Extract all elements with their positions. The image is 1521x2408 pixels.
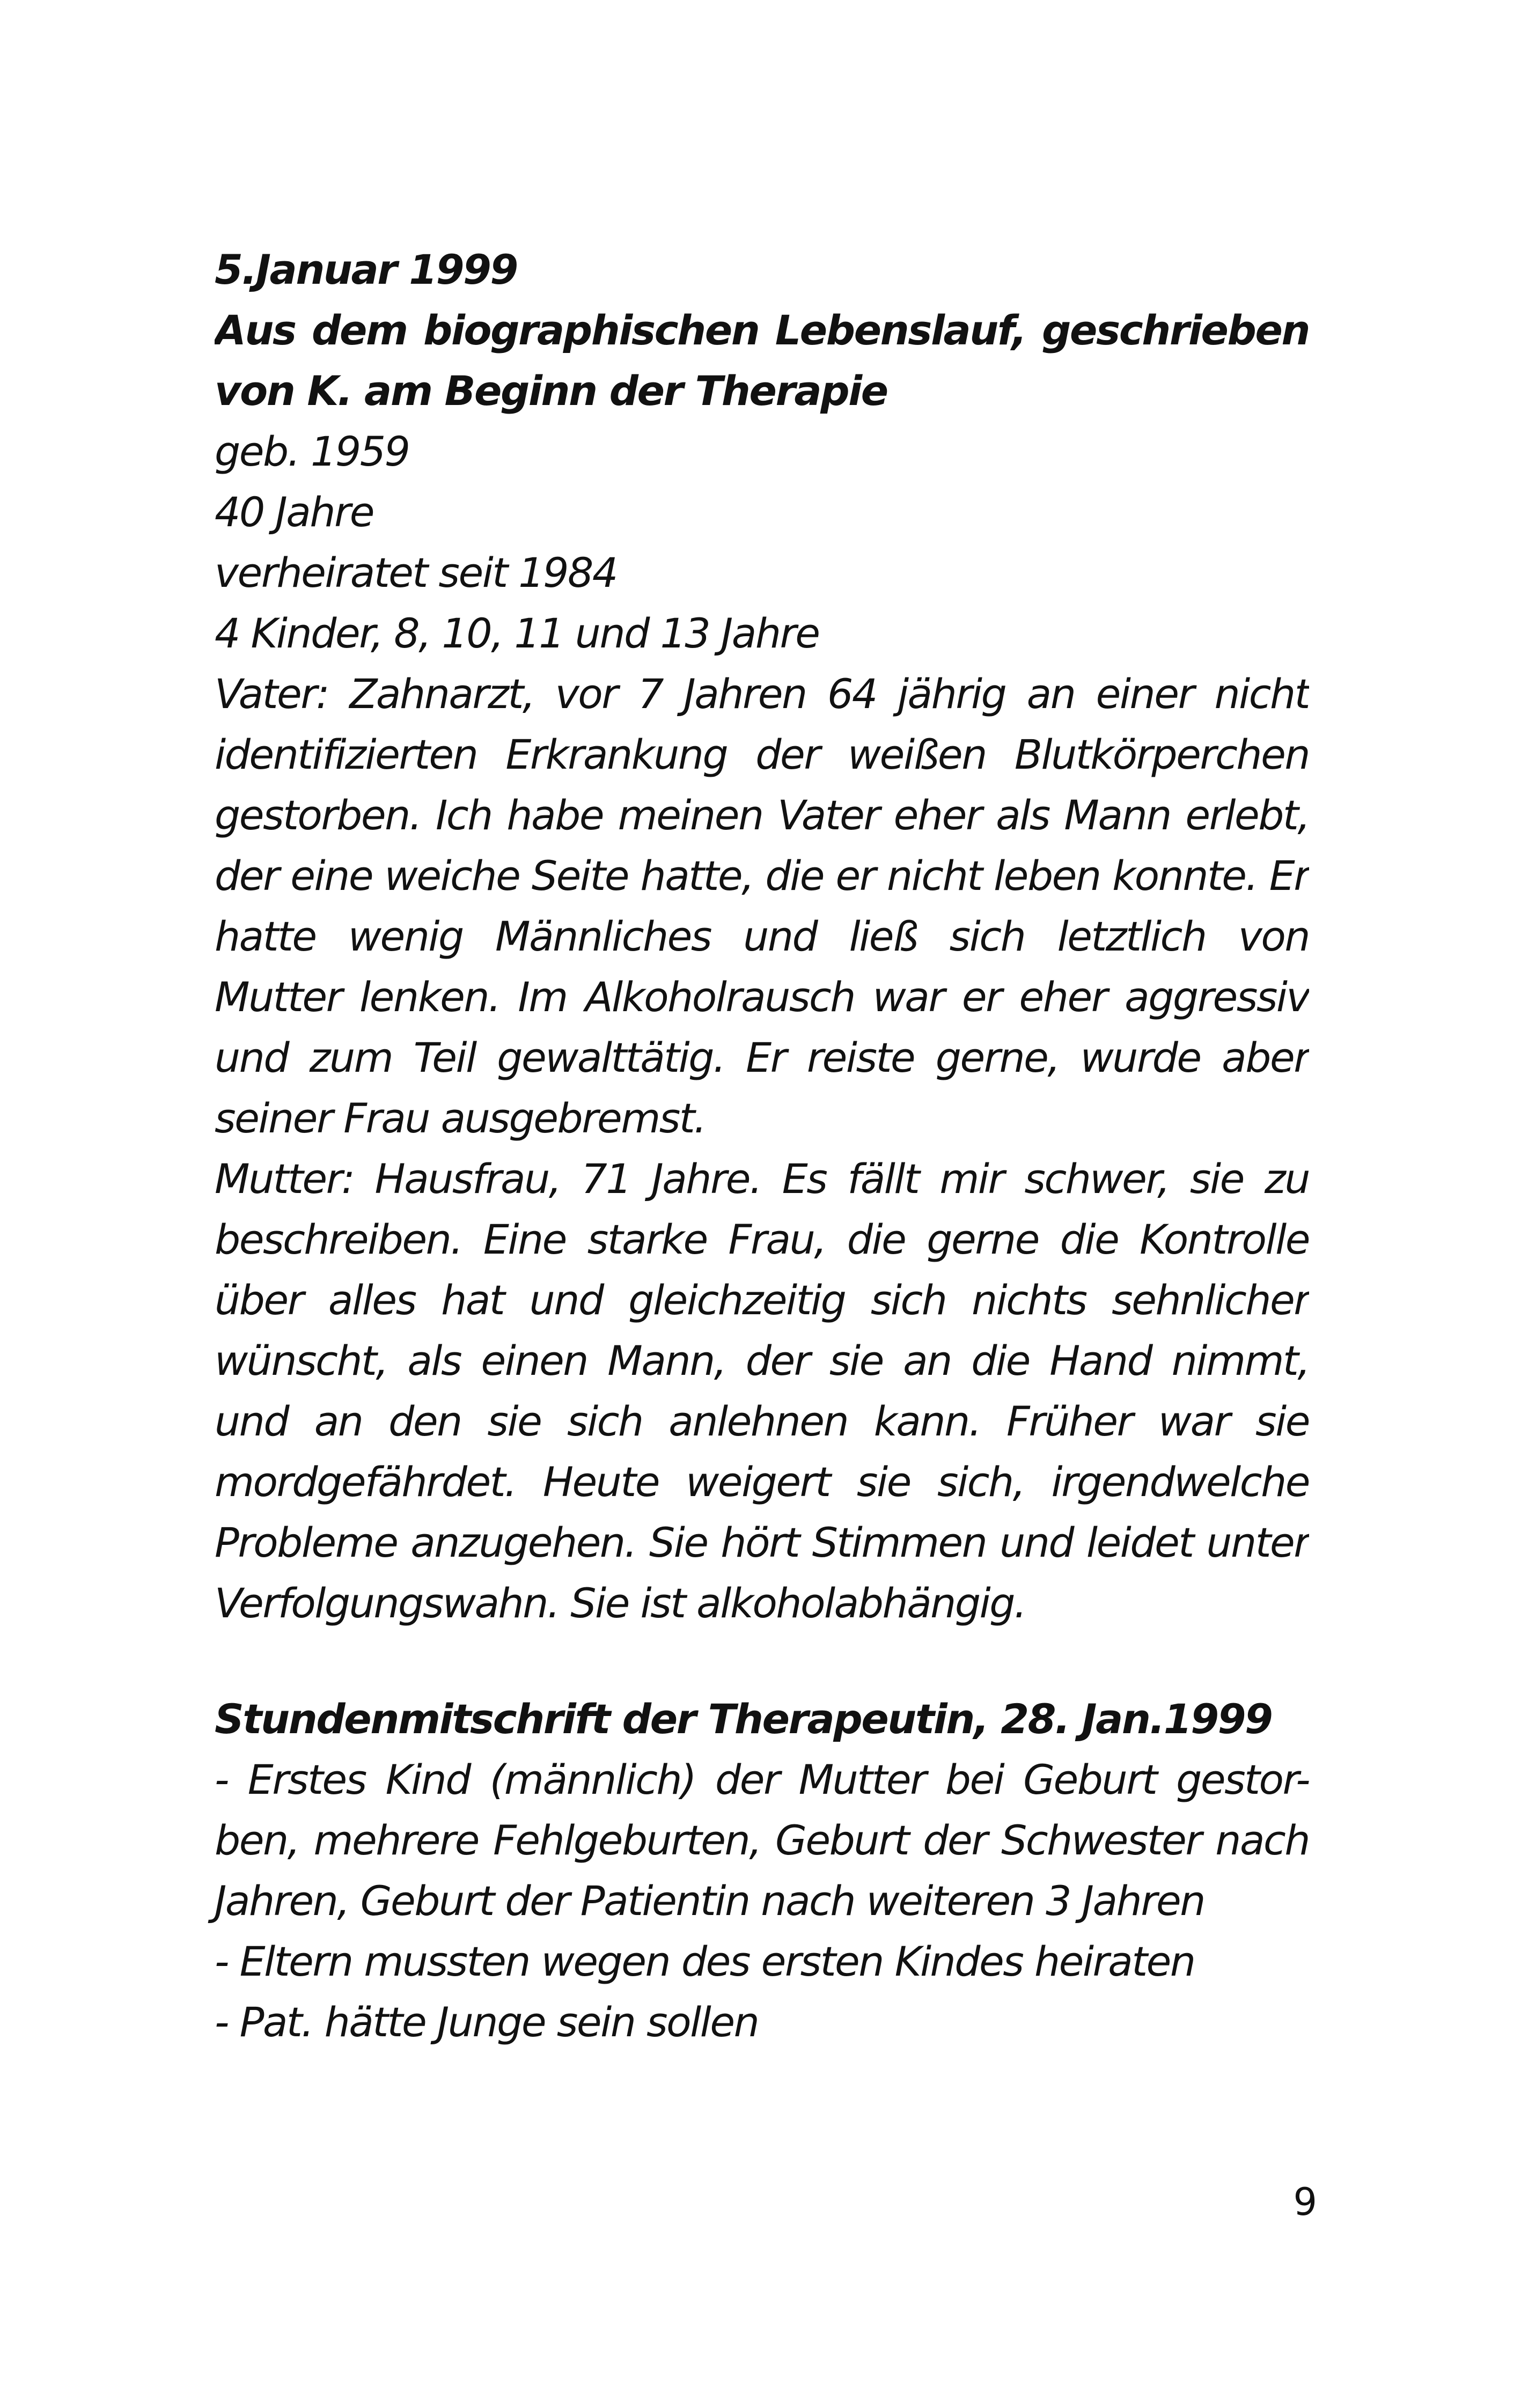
mother-paragraph-line: Probleme anzugehen. Sie hört Stimmen und leidet unter (215, 1519, 1309, 1566)
session-notes-heading: Stundenmitschrift der Therapeutin, 28. Jan.1999 (215, 1695, 1272, 1743)
session-note-line: - Pat. hätte Junge sein sollen (215, 1998, 759, 2046)
mother-paragraph-line: Verfolgungswahn. Sie ist alkoholabhängig. (215, 1579, 1026, 1627)
mother-paragraph-line: mordgefährdet. Heute weigert sie sich, irgendwelche (215, 1458, 1309, 1506)
mother-paragraph-line: Mutter: Hausfrau, 71 Jahre. Es fällt mir schwer, sie zu (215, 1155, 1309, 1203)
father-paragraph-line: der eine weiche Seite hatte, die er nicht leben konnte. Er (215, 852, 1309, 900)
father-paragraph-line: identifizierten Erkrankung der weißen Blutkörperchen (215, 731, 1309, 778)
date-heading: 5.Januar 1999 (215, 246, 517, 293)
session-notes-section (215, 1689, 1309, 2052)
page-number: 9 (1293, 2180, 1317, 2224)
fact-line: 4 Kinder, 8, 10, 11 und 13 Jahre (215, 609, 819, 657)
father-paragraph-line: hatte wenig Männliches und ließ sich letztlich von (215, 912, 1309, 960)
mother-paragraph-line: wünscht, als einen Mann, der sie an die Hand nimmt, (215, 1337, 1309, 1385)
fact-line: 40 Jahre (215, 488, 374, 536)
father-paragraph-line: seiner Frau ausgebremst. (215, 1094, 706, 1142)
mother-paragraph-line: über alles hat und gleichzeitig sich nichts sehnlicher (215, 1276, 1309, 1324)
session-note-line: Jahren, Geburt der Patientin nach weiteren 3 Jahren (215, 1877, 1204, 1925)
fact-line: verheiratet seit 1984 (215, 549, 617, 597)
session-note-line: - Erstes Kind (männlich) der Mutter bei Geburt gestor- (215, 1756, 1309, 1803)
father-paragraph-line: gestorben. Ich habe meinen Vater eher als Mann erlebt, (215, 791, 1309, 839)
father-paragraph-line: Vater: Zahnarzt, vor 7 Jahren 64 jährig an einer nicht (215, 670, 1309, 718)
session-note-line: ben, mehrere Fehlgeburten, Geburt der Schwester nach (215, 1816, 1309, 1864)
biography-section (215, 239, 1309, 1633)
father-paragraph-line: Mutter lenken. Im Alkoholrausch war er eher aggressiv (215, 973, 1309, 1021)
session-note-line: - Eltern mussten wegen des ersten Kindes heiraten (215, 1938, 1195, 1985)
fact-line: geb. 1959 (215, 428, 409, 475)
mother-paragraph-line: beschreiben. Eine starke Frau, die gerne die Kontrolle (215, 1216, 1309, 1263)
section-title-line: Aus dem biographischen Lebenslauf, geschrieben (215, 306, 1309, 354)
mother-paragraph-line: und an den sie sich anlehnen kann. Früher war sie (215, 1397, 1309, 1445)
father-paragraph-line: und zum Teil gewalttätig. Er reiste gerne, wurde aber (215, 1034, 1309, 1081)
section-title-line: von K. am Beginn der Therapie (215, 367, 887, 415)
